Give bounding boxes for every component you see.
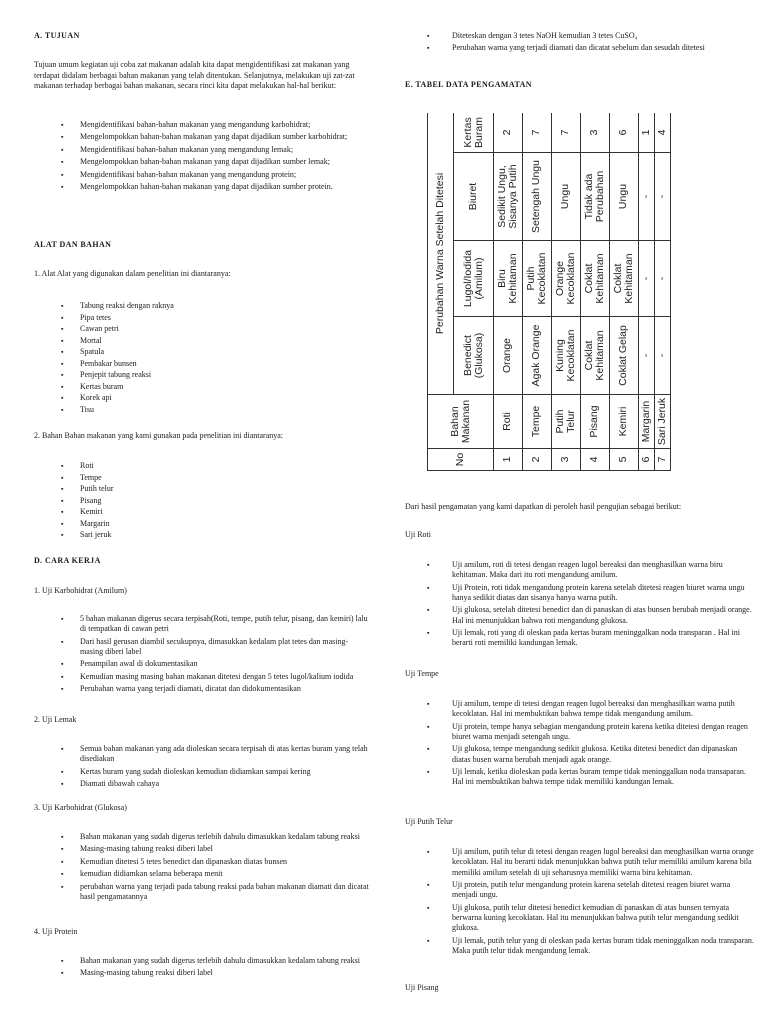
list-item-text: Diamati dibawah cahaya [80,779,160,789]
list-item [34,767,370,777]
bullet-icon: ▪ [61,485,64,493]
list-item-text: Mengelompokkan bahan-bahan makanan yang dapat dijadikan sumber lemak; [80,157,330,167]
tujuan-list [34,120,370,194]
list-item-text: Perubahan warna yang terjadi diamati, dicatat dan didokumentasikan [80,684,301,694]
list-item [34,393,370,403]
list-item [405,43,757,53]
bullet-icon: ▪ [61,170,64,179]
alat-intro: 1. Alat Alat yang digunakan dalam penelitian ini diantaranya: [34,269,231,278]
list-item-text: Uji lemak, roti yang di oleskan pada kertas buram meninggalkan noda transparan . Hal ini berarti roti memiliki kandungan lemak. [452,628,740,648]
header-biuret: Biuret [454,153,494,241]
list-item-text: Uji protein, putih telur mengandung protein karena setelah ditetesi reagen biuret warna menjadi ungu. [452,879,731,900]
list-item [34,145,370,155]
table-cell-benedict: Agak Orange [522,317,551,395]
table-cell-bahan: Margarin [638,395,654,449]
bullet-icon: ▪ [61,302,64,310]
list-item [34,519,370,529]
list-item [34,507,370,517]
section-heading-tabel: E. TABEL DATA PENGAMATAN [405,80,532,89]
bullet-icon: ▪ [427,44,430,53]
list-item-text: Kemudian masing masing bahan makanan ditetesi dengan 5 tetes lugol/kalium iodida [80,671,354,681]
list-item-text: Penjepit tabung reaksi [80,370,152,379]
list-item [34,382,370,392]
list-item-text: Semua bahan makanan yang ada dioleskan secara terpisah di atas kertas buram yang telah disediakan [80,744,368,764]
bullet-icon: ▪ [61,394,64,402]
header-benedict: Benedict (Glukosa) [454,317,494,395]
bullet-icon: ▪ [61,969,64,978]
list-item-text: Pipa tetes [80,312,111,322]
list-item [405,767,757,788]
list-item-text: Uji Protein, roti tidak mengandung protein karena setelah ditetesi reagen biuret warna ungu hanya sedikit diatas dan sisanya hanya warna putih. [452,582,745,602]
bullet-icon: ▪ [427,903,430,912]
bullet-icon: ▪ [61,496,64,505]
list-item-text: Kemiri [80,507,103,516]
table-cell-lugol: Putih Kecoklatan [522,241,551,317]
uji-pisang-title: Uji Pisang [405,983,439,992]
list-item [34,313,370,323]
list-item-text: Margarin [80,518,110,528]
list-item [34,132,370,142]
uji-protein-title: 4. Uji Protein [34,927,78,936]
list-item [34,473,370,483]
bullet-icon: ▪ [427,561,430,569]
table-cell-bahan: Kemiri [609,395,638,449]
list-item-text: Mengelompokkan bahan-bahan makanan yang dapat dijadikan sumber protein. [80,181,333,191]
section-heading-tujuan: A. TUJUAN [34,31,80,40]
bullet-icon: ▪ [61,531,64,539]
list-item [34,496,370,506]
header-kertas-buram: Kertas Buram [454,113,494,153]
uji-tempe-results [405,699,757,790]
list-item [34,684,370,694]
list-item-text: Tabung reaksi dengan raknya [80,301,174,310]
table-cell-bahan: Roti [494,395,523,449]
list-item [34,336,370,346]
table-cell-biuret: Setengah Ungu [522,153,551,241]
list-item [34,170,370,180]
table-cell-kertas: 1 [638,113,654,153]
table-cell-bahan: Tempe [522,395,551,449]
bullet-icon: ▪ [61,957,64,965]
list-item [405,722,757,743]
table-cell-lugol: Biru Kehitaman [494,241,523,317]
list-item [34,359,370,369]
table-cell-kertas: 3 [580,113,609,153]
table-row [654,113,670,471]
bullet-icon: ▪ [427,700,430,708]
bullet-icon: ▪ [61,348,64,356]
table-cell-kertas: 4 [654,113,670,153]
list-item-text: Mortal [80,335,102,345]
bahan-list [34,461,370,542]
list-item [34,956,370,966]
list-item-text: Kemudian ditetesi 5 tetes benedict dan dipanaskan diatas bunsen [80,856,288,866]
list-item [34,672,370,682]
list-item [34,869,370,879]
uji-roti-results [405,560,757,651]
bullet-icon: ▪ [427,629,430,638]
list-item [405,31,757,41]
table-cell-benedict: - [654,317,670,395]
bullet-icon: ▪ [61,405,64,414]
bullet-icon: ▪ [61,637,64,646]
list-item-text: Uji lemak, ketika dioleskan pada kertas buram tempe tidak meninggalkan noda transaparan. Hal ini membuktikan bahwa tempe tidak memiliki kandungan lemak. [452,767,746,787]
list-item-text: Diteteskan dengan 3 tetes NaOH kemudian 3 tetes CuSO₄ [452,31,638,40]
table-cell-bahan: Putih Telur [551,395,580,449]
list-item-text: Cawan petri [80,324,119,333]
list-item-text: Kertas buram yang sudah dioleskan kemudian didiamkan sampai kering [80,766,311,776]
bullet-icon: ▪ [61,121,64,129]
list-item [405,847,757,878]
list-item-text: Tisu [80,404,94,414]
uji-lemak-steps [34,744,370,791]
header-no: No [428,449,494,471]
tujuan-paragraph: Tujuan umum kegiatan uji coba zat makanan adalah kita dapat mengidentifikasi zat makanan yang terdapat didalam berbagai bahan makanan yang telah ditentukan. Selanjutnya, melakukan uji zat-zat makanan terhadap berbagai bahan makanan, secara rinci kita dapat melakukan hal-hal berikut: [34,60,355,91]
bullet-icon: ▪ [61,767,64,776]
list-item [34,157,370,167]
table-cell-benedict: Kuning Kecoklatan [551,317,580,395]
bullet-icon: ▪ [61,313,64,322]
observation-table-body [494,113,671,471]
bullet-icon: ▪ [61,382,64,391]
uji-putih-telur-title: Uji Putih Telur [405,817,453,826]
table-cell-lugol: - [638,241,654,317]
table-row [638,113,654,471]
bullet-icon: ▪ [61,882,64,891]
uji-amilum-steps [34,614,370,697]
list-item [34,614,370,635]
list-item [34,301,370,311]
list-item [405,744,757,765]
list-item-text: Korek api [80,393,112,402]
bullet-icon: ▪ [61,519,64,528]
table-row [522,113,551,471]
bullet-icon: ▪ [427,768,430,777]
uji-lemak-title: 2. Uji Lemak [34,715,77,724]
header-bahan-makanan: Bahan Makanan [428,395,494,449]
table-cell-no: 7 [654,449,670,471]
list-item-text: Uji glukosa, putih telur ditetesi benedict kemudian di panaskan di atas bunsen ternyata berwarna kuning kecoklatan. Hal itu menunjukkan bahwa putih telur mengandung sedikit glukosa. [452,902,739,933]
table-cell-biuret: - [654,153,670,241]
list-item-text: Uji amilum, putih telur di tetesi dengan reagen lugol bereaksi dan menghasilkan warna orange kecoklatan. Hal itu berarti tidak menunjukkan bahwa putih telur memiliki amilum karena bila memiliki amilum setelah di uji seharusnya memiliki warna biru kehitaman. [452,847,754,877]
bullet-icon: ▪ [61,672,64,681]
list-item [405,583,757,604]
list-item [34,530,370,540]
bullet-icon: ▪ [61,145,64,154]
bullet-icon: ▪ [61,780,64,789]
section-heading-cara-kerja: D. CARA KERJA [34,556,101,565]
list-item [34,882,370,903]
bullet-icon: ▪ [61,473,64,482]
table-cell-kertas: 6 [609,113,638,153]
list-item [34,347,370,357]
list-item [34,659,370,669]
table-row [494,113,523,471]
table-cell-no: 5 [609,449,638,471]
bullet-icon: ▪ [427,32,430,40]
table-cell-bahan: Pisang [580,395,609,449]
list-item-text: Uji amilum, tempe di tetesi dengan reagen lugol bereaksi dan menghasilkan warna putih kecoklatan. Hal ini membuktikan bahwa tempe tidak mengandung amilum. [452,699,735,719]
table-cell-kertas: 7 [551,113,580,153]
bullet-icon: ▪ [61,158,64,167]
list-item-text: Roti [80,461,94,470]
list-item-text: Penampilan awal di dokumentasikan [80,659,198,669]
bullet-icon: ▪ [61,336,64,345]
list-item [34,120,370,130]
list-item-text: Perubahan warna yang terjadi diamati dan dicatat sebelum dan sesudah ditetesi [452,43,705,53]
list-item-text: Pembakar bunsen [80,358,137,368]
table-cell-bahan: Sari Jeruk [654,395,670,449]
list-item-text: Tempe [80,472,102,482]
list-item-text: Mengidentifikasi bahan-bahan makanan yang mengandung protein; [80,169,297,179]
table-cell-lugol: Coklat Kehitaman [609,241,638,317]
table-cell-no: 4 [580,449,609,471]
list-item [405,605,757,626]
bullet-icon: ▪ [61,615,64,623]
list-item-text: Spatula [80,347,104,356]
list-item-text: Uji amilum, roti di tetesi dengan reagen lugol bereaksi dan menghasilkan warna biru kehitaman. Maka dari itu roti mengandung amilum. [452,560,723,580]
observation-table [427,113,671,471]
hasil-intro: Dari hasil pengamatan yang kami dapatkan di peroleh hasil pengujian sebagai berikut: [405,502,682,511]
list-item-text: Uji glukosa, tempe mengandung sedikit glukosa. Ketika ditetesi benedict dan dipanaskan diatas busen warna berubah menjadi agak orange. [452,744,738,764]
bahan-intro: 2. Bahan Bahan makanan yang kami gunakan pada penelitian ini diantaranya: [34,431,284,440]
list-item [405,560,757,581]
list-item-text: Uji lemak, putih telur yang di oleskan pada kertas buram tidak meninggalkan noda transparan. Maka putih telur tidak mengandung lemak. [452,935,754,955]
list-item [34,832,370,842]
bullet-icon: ▪ [427,745,430,754]
bullet-icon: ▪ [61,745,64,753]
list-item-text: Masing-masing tabung reaksi diberi label [80,968,213,978]
list-item [405,880,757,901]
list-item-text: Mengelompokkan bahan-bahan makanan yang dapat dijadikan sumber karbohidrat; [80,132,348,142]
table-row [580,113,609,471]
list-item-text: Kertas buram [80,381,124,391]
list-item-text: Mengidentifikasi bahan-bahan makanan yang mengandung lemak; [80,144,294,154]
table-cell-lugol: - [654,241,670,317]
bullet-icon: ▪ [61,325,64,333]
list-item [34,779,370,789]
list-item-text: perubahan warna yang terjadi pada tabung reaksi pada bahan makanan diamati dan dicatat hasil pengamatannya [80,881,369,901]
list-item [34,857,370,867]
table-cell-no: 1 [494,449,523,471]
list-item [405,699,757,720]
bullet-icon: ▪ [61,870,64,879]
table-cell-biuret: Ungu [551,153,580,241]
bullet-icon: ▪ [61,462,64,470]
list-item-text: Putih telur [80,484,114,493]
table-cell-no: 6 [638,449,654,471]
list-item [34,484,370,494]
uji-glukosa-title: 3. Uji Karbohidrat (Glukosa) [34,803,127,812]
table-cell-biuret: Tidak ada Perubahan [580,153,609,241]
bullet-icon: ▪ [61,371,64,379]
bullet-icon: ▪ [61,133,64,142]
table-cell-biuret: Sedikit Ungu, Sisanya Putih [494,153,523,241]
bullet-icon: ▪ [427,880,430,889]
list-item-text: Uji glukosa, setelah ditetesi benedict dan di panaskan di atas bunsen berubah menjadi orange. Hal ini menunjukkan bahwa roti mengandung glukosa. [452,605,752,625]
bullet-icon: ▪ [61,508,64,516]
protein-steps-continued [405,31,757,56]
list-item [405,936,757,957]
uji-protein-steps [34,956,370,981]
uji-karbohidrat-amilum-title: 1. Uji Karbohidrat (Amilum) [34,586,127,595]
list-item [34,405,370,415]
list-item [34,324,370,334]
list-item-text: Bahan makanan yang sudah digerus terlebih dahulu dimasukkan kedalam tabung reaksi [80,956,360,965]
list-item [405,628,757,649]
table-cell-lugol: Coklat Kehitaman [580,241,609,317]
table-cell-biuret: - [638,153,654,241]
list-item [34,370,370,380]
list-item-text: Mengidentifikasi bahan-bahan makanan yang mengandung karbohidrat; [80,120,311,129]
bullet-icon: ▪ [427,848,430,856]
table-cell-benedict: Coklat Gelap [609,317,638,395]
section-heading-alat: ALAT DAN BAHAN [34,240,112,249]
bullet-icon: ▪ [61,660,64,669]
list-item [34,637,370,658]
bullet-icon: ▪ [61,845,64,854]
list-item [34,461,370,471]
table-cell-kertas: 2 [494,113,523,153]
table-cell-no: 3 [551,449,580,471]
bullet-icon: ▪ [61,182,64,191]
table-row [551,113,580,471]
table-cell-kertas: 7 [522,113,551,153]
list-item [34,844,370,854]
table-cell-no: 2 [522,449,551,471]
list-item-text: Uji protein, tempe hanya sebagian mengandung protein karena ketika ditetesi dengan reagen biuret warna menjadi setengah ungu. [452,721,748,741]
table-cell-biuret: Ungu [609,153,638,241]
uji-tempe-title: Uji Tempe [405,669,439,678]
bullet-icon: ▪ [61,359,64,368]
observation-table-image [427,113,671,471]
bullet-icon: ▪ [427,936,430,945]
uji-glukosa-steps [34,832,370,904]
list-item-text: kemudian didiamkan selama beberapa menit [80,869,223,879]
list-item-text: Sari jeruk [80,530,112,539]
table-row [609,113,638,471]
bullet-icon: ▪ [61,833,64,841]
list-item [34,744,370,765]
table-cell-benedict: Coklat Kehitaman [580,317,609,395]
list-item-text: Pisang [80,495,102,505]
list-item [34,182,370,192]
list-item-text: Dari hasil gerusan diambil secukupnya, dimasukkan kedalam plat tetes dan masing-masing diberi label [80,636,349,656]
bullet-icon: ▪ [61,685,64,694]
header-perubahan-warna: Perubahan Warna Setelah Ditetesi [428,113,454,395]
list-item [34,968,370,978]
table-cell-benedict: Orange [494,317,523,395]
table-cell-lugol: Orange Kecoklatan [551,241,580,317]
header-lugol: Lugol/Iodida (Amilum) [454,241,494,317]
list-item-text: 5 bahan makanan digerus secara terpisah(Roti, tempe, putih telur, pisang, dan kemiri) lalu di tempatkan di cawan petri [80,614,368,634]
uji-roti-title: Uji Roti [405,530,432,539]
bullet-icon: ▪ [427,722,430,731]
list-item-text: Masing-masing tabung reaksi diberi label [80,844,213,854]
alat-list [34,301,370,416]
table-cell-benedict: - [638,317,654,395]
uji-putih-telur-results [405,847,757,958]
list-item [405,903,757,934]
bullet-icon: ▪ [427,583,430,592]
list-item-text: Bahan makanan yang sudah digerus terlebih dahulu dimasukkan kedalam tabung reaksi [80,832,360,841]
bullet-icon: ▪ [61,857,64,866]
bullet-icon: ▪ [427,606,430,615]
